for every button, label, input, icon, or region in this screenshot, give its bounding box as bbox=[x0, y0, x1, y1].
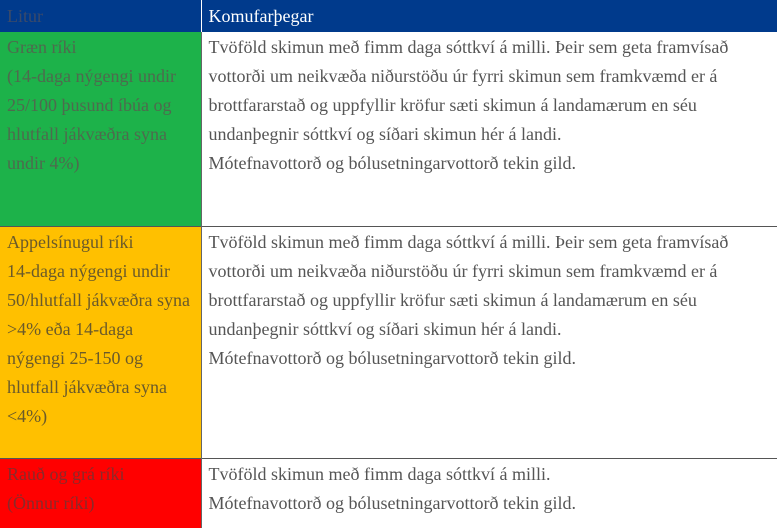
color-desc: (Önnur ríki) bbox=[7, 493, 94, 513]
color-name: Græn ríki bbox=[7, 37, 77, 57]
header-color: Litur bbox=[0, 0, 201, 32]
color-desc: 14-daga nýgengi undir 50/hlutfall jákvæðra syna >4% eða 14-daga nýgengi 25-150 og hlutfall jákvæðra syna <4%) bbox=[7, 261, 190, 426]
rule-cell bbox=[201, 459, 777, 528]
table-row-orange bbox=[0, 227, 777, 459]
rule-text: Tvöföld skimun með fimm daga sóttkví á milli. bbox=[209, 460, 771, 489]
rule-text: Tvöföld skimun með fimm daga sóttkví á milli. Þeir sem geta framvísað vottorði um neikvæða niðurstöðu úr fyrri skimun sem framkvæmd er á brottfararstað og uppfyllir kröfur sæti skimun á landamærum en séu undanþegnir sóttkví og síðari skimun hér á landi. bbox=[209, 33, 771, 149]
certificates-text: Mótefnavottorð og bólusetningarvottorð tekin gild. bbox=[209, 149, 771, 178]
color-cell-green bbox=[0, 32, 201, 227]
rule-cell bbox=[201, 227, 777, 459]
certificates-text: Mótefnavottorð og bólusetningarvottorð tekin gild. bbox=[209, 344, 771, 373]
certificates-text: Mótefnavottorð og bólusetningarvottorð tekin gild. bbox=[209, 489, 771, 518]
rule-text: Tvöföld skimun með fimm daga sóttkví á milli. Þeir sem geta framvísað vottorði um neikvæða niðurstöðu úr fyrri skimun sem framkvæmd er á brottfararstað og uppfyllir kröfur sæti skimun á landamærum en séu undanþegnir sóttkví og síðari skimun hér á landi. bbox=[209, 228, 771, 344]
table-header-row bbox=[0, 0, 777, 32]
color-cell-red bbox=[0, 459, 201, 528]
color-name: Rauð og grá ríki bbox=[7, 464, 124, 484]
color-cell-orange bbox=[0, 227, 201, 459]
table-row-green bbox=[0, 32, 777, 227]
header-arrivals: Komufarþegar bbox=[201, 0, 777, 32]
rule-cell bbox=[201, 32, 777, 227]
color-name: Appelsínugul ríki bbox=[7, 232, 134, 252]
color-desc: (14-daga nýgengi undir 25/100 þusund íbúa og hlutfall jákvæðra syna undir 4%) bbox=[7, 66, 176, 173]
table-row-red bbox=[0, 459, 777, 528]
